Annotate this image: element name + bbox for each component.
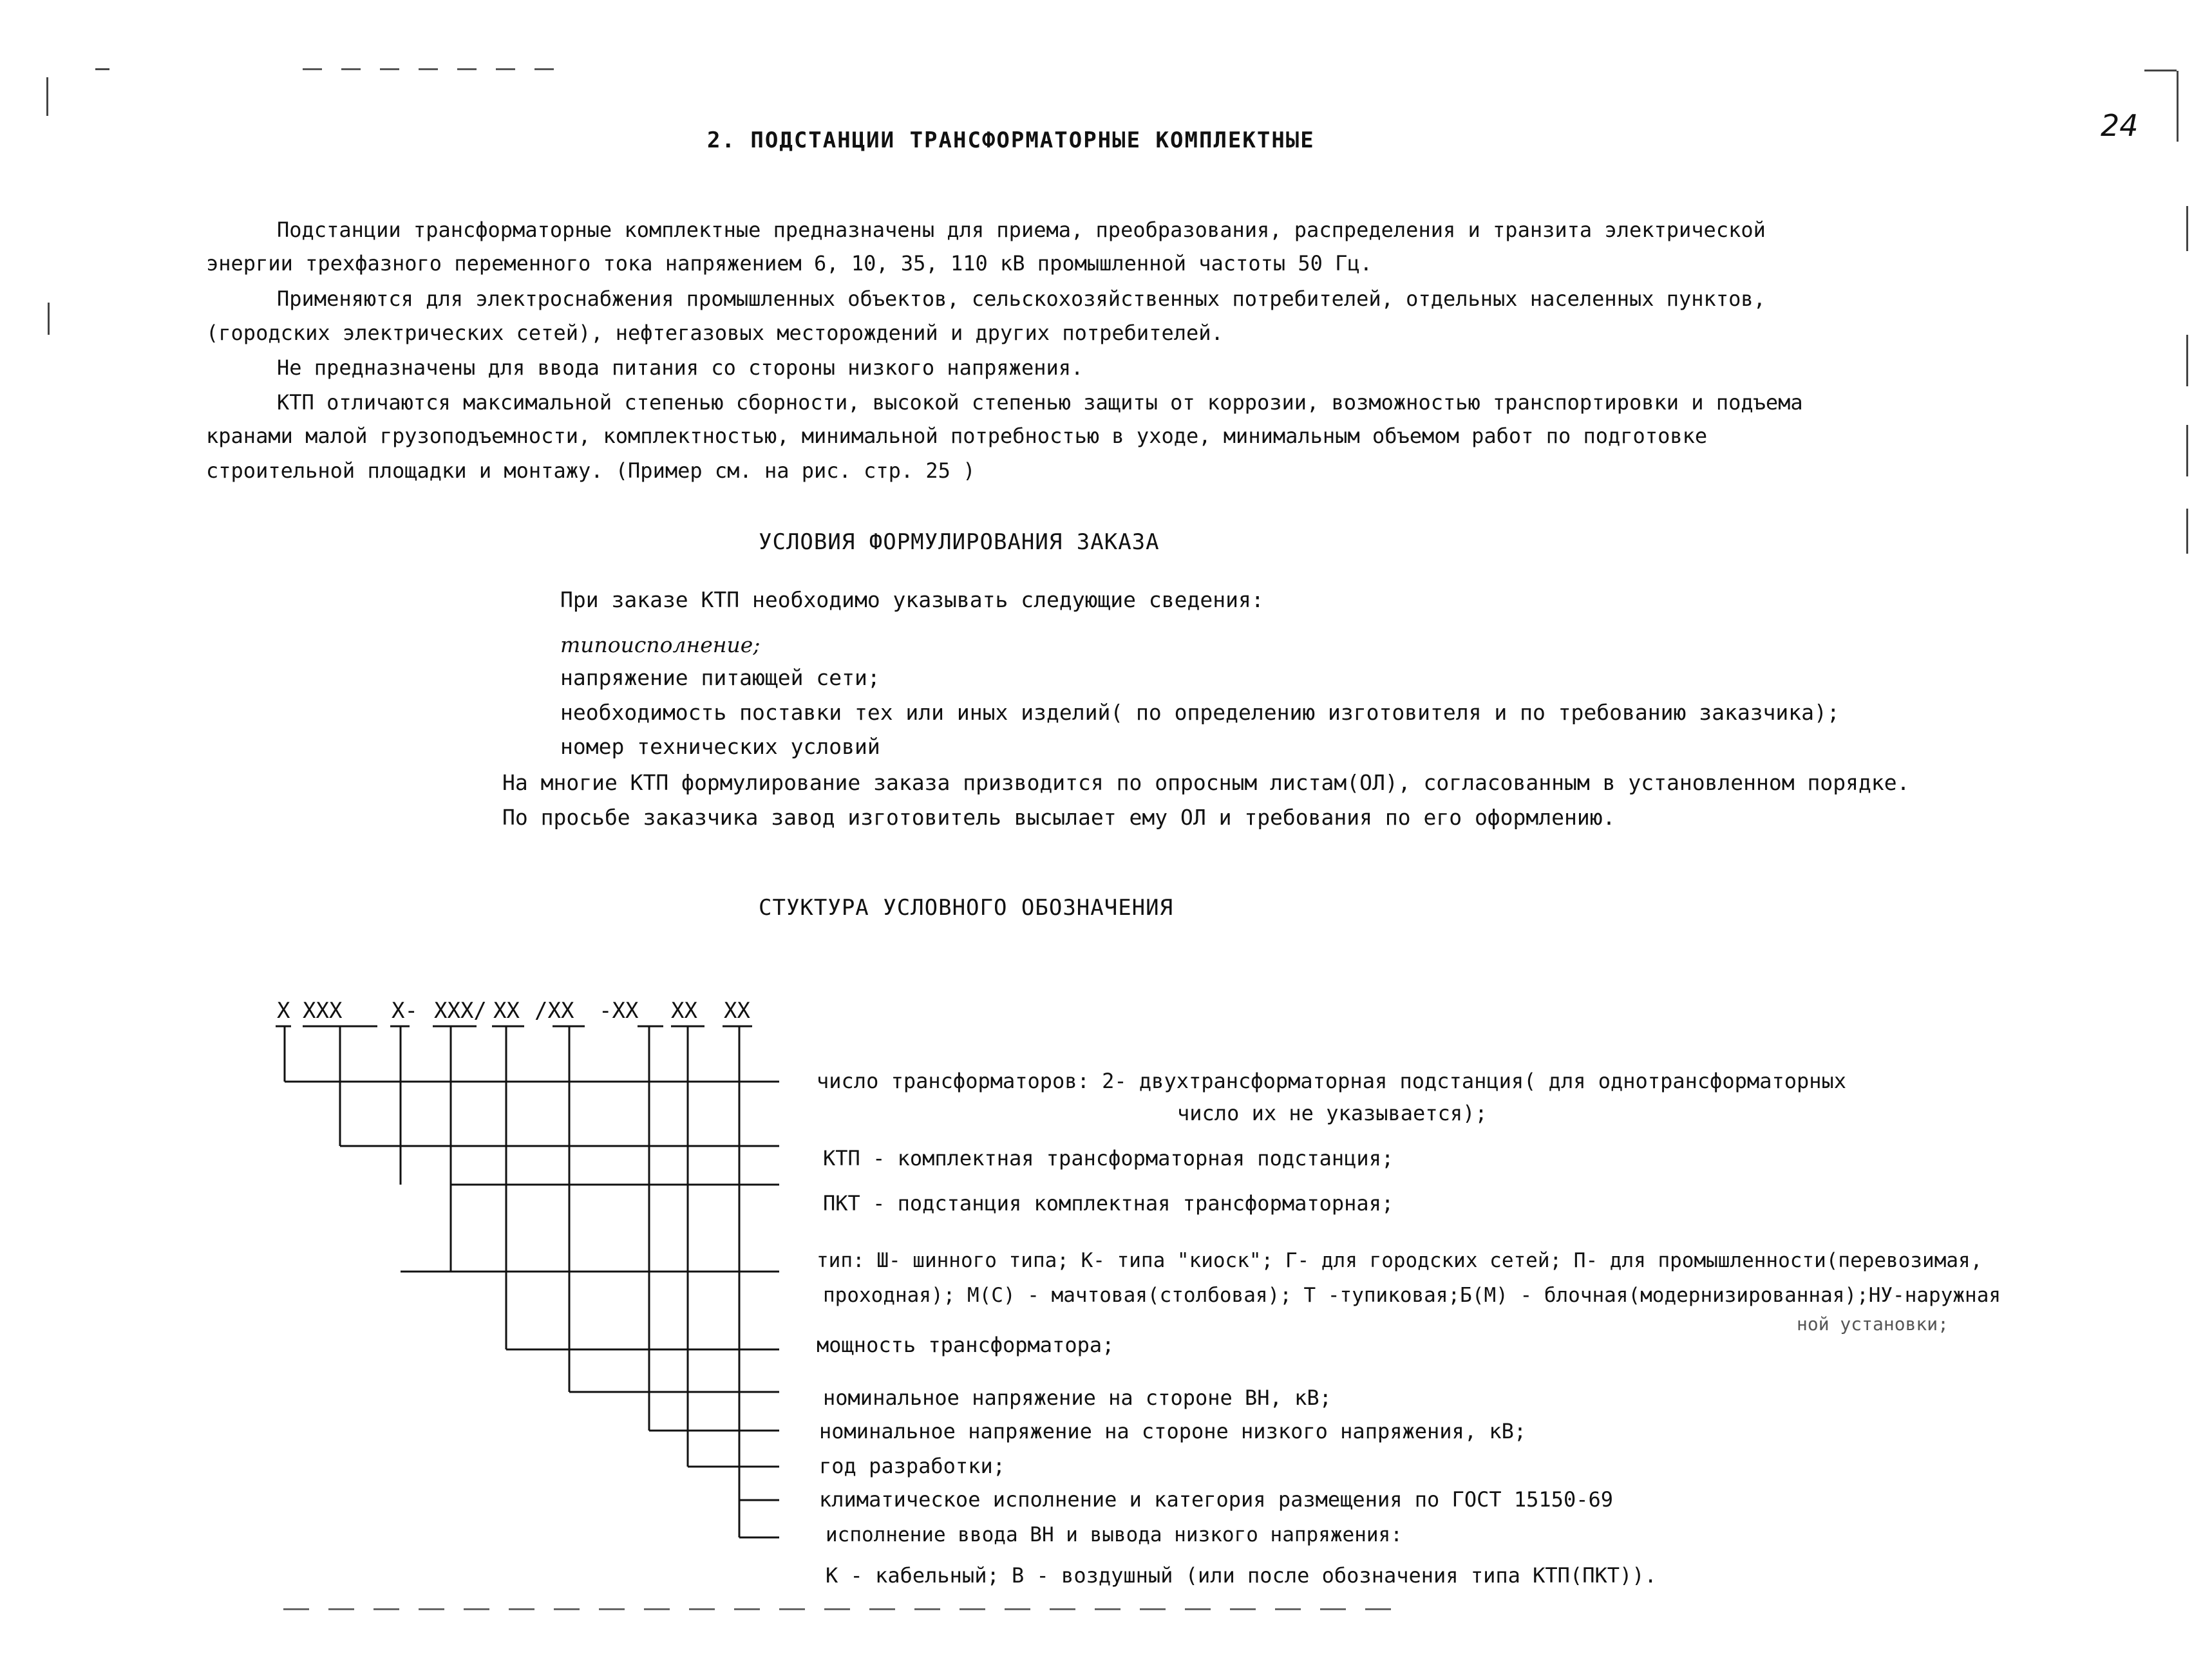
legend-line: номинальное напряжение на стороне низкого напряжения, кВ; <box>819 1419 1527 1443</box>
code-token: /XX <box>534 998 574 1024</box>
page-number: 24 <box>2101 108 2139 143</box>
intro-line: энергии трехфазного переменного тока напряжением 6, 10, 35, 110 кВ промышленной частоты 50 Гц. <box>206 251 1372 276</box>
order-line: При заказе КТП необходимо указывать следующие сведения: <box>560 587 1264 612</box>
intro-line: Применяются для электроснабжения промышленных объектов, сельскохозяйственных потребителей, отдельных населенных пунктов, <box>277 286 1766 311</box>
order-heading: УСЛОВИЯ ФОРМУЛИРОВАНИЯ ЗАКАЗА <box>759 529 1160 555</box>
order-line: типоисполнение; <box>560 632 761 657</box>
legend-line: проходная); М(С) - мачтовая(столбовая); Т -тупиковая;Б(М) - блочная(модернизированная);НУ-наружная <box>823 1284 2001 1307</box>
legend-line: мощность трансформатора; <box>817 1333 1115 1357</box>
legend-line: ПКТ - подстанция комплектная трансформаторная; <box>823 1191 1394 1216</box>
intro-line: Не предназначены для ввода питания со стороны низкого напряжения. <box>277 355 1084 380</box>
code-token: XX <box>724 998 750 1024</box>
code-token: X <box>277 998 290 1024</box>
legend-line: КТП - комплектная трансформаторная подстанция; <box>823 1146 1394 1170</box>
order-line: На многие КТП формулирование заказа призводится по опросным листам(ОЛ), согласованным в установленном порядке. <box>502 770 1910 795</box>
legend-line: исполнение ввода ВН и вывода низкого напряжения: <box>826 1523 1403 1546</box>
code-token: XXX/ <box>434 998 487 1024</box>
legend-line: климатическое исполнение и категория размещения по ГОСТ 15150-69 <box>819 1487 1613 1512</box>
intro-line: Подстанции трансформаторные комплектные предназначены для приема, преобразования, распределения и транзита электрической <box>277 218 1766 242</box>
structure-heading: СТУКТУРА УСЛОВНОГО ОБОЗНАЧЕНИЯ <box>759 895 1174 921</box>
legend-line: номинальное напряжение на стороне ВН, кВ; <box>823 1386 1332 1410</box>
order-line: напряжение питающей сети; <box>560 665 880 690</box>
legend-line: тип: Ш- шинного типа; К- типа "киоск"; Г- для городских сетей; П- для промышленности(перевозимая, <box>817 1249 1983 1272</box>
legend-line: К - кабельный; В - воздушный (или после обозначения типа КТП(ПКТ)). <box>826 1563 1657 1588</box>
legend-line: год разработки; <box>819 1454 1005 1478</box>
section-title: 2. ПОДСТАНЦИИ ТРАНСФОРМАТОРНЫЕ КОМПЛЕКТНЫЕ <box>707 127 1315 153</box>
intro-line: (городских электрических сетей), нефтегазовых месторождений и других потребителей. <box>206 321 1224 345</box>
legend-line: ной установки; <box>1797 1313 1949 1335</box>
code-token: XXX <box>303 998 343 1024</box>
code-token: X- <box>392 998 418 1024</box>
legend-line: число их не указывается); <box>1177 1101 1488 1125</box>
order-line: необходимость поставки тех или иных изделий( по определению изготовителя и по требованию заказчика); <box>560 700 1840 725</box>
legend-line: число трансформаторов: 2- двухтрансформаторная подстанция( для однотрансформаторных <box>817 1069 1847 1093</box>
intro-line: строительной площадки и монтажу. (Пример см. на рис. стр. 25 ) <box>206 458 976 483</box>
code-token: XX <box>671 998 697 1024</box>
order-line: номер технических условий <box>560 734 880 759</box>
code-token: -XX <box>599 998 639 1024</box>
code-token: XX <box>493 998 520 1024</box>
intro-line: кранами малой грузоподъемности, комплектностью, минимальной потребностью в уходе, минимальным объемом работ по подготовке <box>206 424 1708 448</box>
intro-line: КТП отличаются максимальной степенью сборности, высокой степенью защиты от коррозии, возможностью транспортировки и подъема <box>277 390 1803 415</box>
order-line: По просьбе заказчика завод изготовитель высылает ему ОЛ и требования по его оформлению. <box>502 805 1616 830</box>
